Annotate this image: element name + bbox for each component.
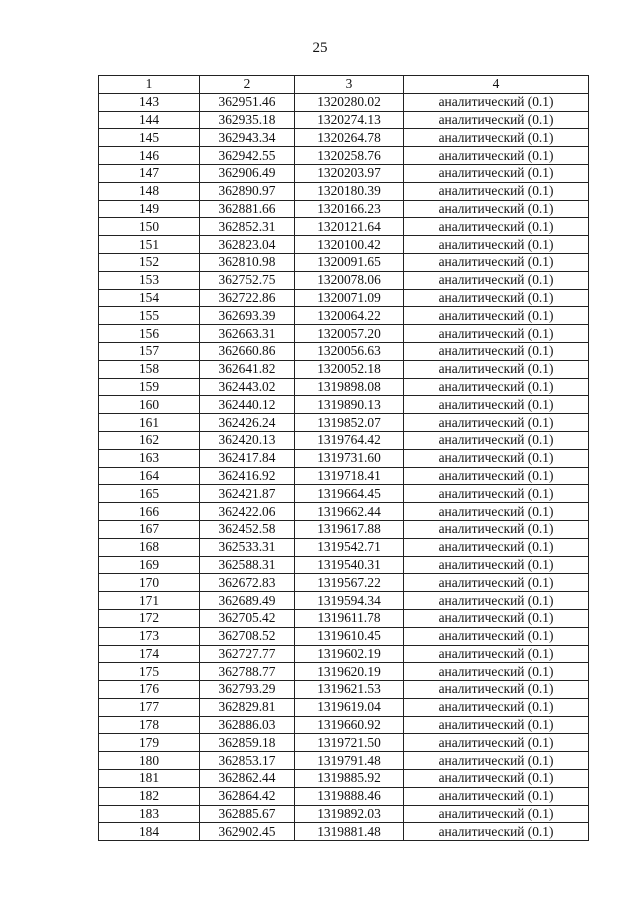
method-cell: аналитический (0.1) <box>404 503 589 521</box>
x-coordinate-cell: 362422.06 <box>200 503 295 521</box>
point-number-cell: 182 <box>99 787 200 805</box>
point-number-cell: 162 <box>99 431 200 449</box>
point-number-cell: 173 <box>99 627 200 645</box>
point-number-cell: 170 <box>99 574 200 592</box>
method-cell: аналитический (0.1) <box>404 378 589 396</box>
y-coordinate-cell: 1320071.09 <box>295 289 404 307</box>
point-number-cell: 144 <box>99 111 200 129</box>
y-coordinate-cell: 1319892.03 <box>295 805 404 823</box>
y-coordinate-cell: 1319888.46 <box>295 787 404 805</box>
x-coordinate-cell: 362902.45 <box>200 823 295 841</box>
table-row <box>99 307 589 325</box>
method-cell: аналитический (0.1) <box>404 129 589 147</box>
method-cell: аналитический (0.1) <box>404 307 589 325</box>
table-row <box>99 360 589 378</box>
table-row <box>99 129 589 147</box>
method-cell: аналитический (0.1) <box>404 200 589 218</box>
y-coordinate-cell: 1320052.18 <box>295 360 404 378</box>
x-coordinate-cell: 362864.42 <box>200 787 295 805</box>
method-cell: аналитический (0.1) <box>404 93 589 111</box>
x-coordinate-cell: 362823.04 <box>200 236 295 254</box>
table-row <box>99 164 589 182</box>
table-row <box>99 467 589 485</box>
point-number-cell: 148 <box>99 182 200 200</box>
point-number-cell: 163 <box>99 449 200 467</box>
point-number-cell: 159 <box>99 378 200 396</box>
x-coordinate-cell: 362663.31 <box>200 325 295 343</box>
method-cell: аналитический (0.1) <box>404 218 589 236</box>
method-cell: аналитический (0.1) <box>404 734 589 752</box>
x-coordinate-cell: 362943.34 <box>200 129 295 147</box>
point-number-cell: 151 <box>99 236 200 254</box>
y-coordinate-cell: 1319617.88 <box>295 520 404 538</box>
x-coordinate-cell: 362951.46 <box>200 93 295 111</box>
point-number-cell: 147 <box>99 164 200 182</box>
method-cell: аналитический (0.1) <box>404 592 589 610</box>
table-row <box>99 218 589 236</box>
point-number-cell: 156 <box>99 325 200 343</box>
y-coordinate-cell: 1319621.53 <box>295 681 404 699</box>
y-coordinate-cell: 1320056.63 <box>295 342 404 360</box>
point-number-cell: 180 <box>99 752 200 770</box>
table-row <box>99 414 589 432</box>
table-row <box>99 485 589 503</box>
column-header: 2 <box>200 76 295 94</box>
point-number-cell: 153 <box>99 271 200 289</box>
method-cell: аналитический (0.1) <box>404 698 589 716</box>
y-coordinate-cell: 1320064.22 <box>295 307 404 325</box>
x-coordinate-cell: 362852.31 <box>200 218 295 236</box>
method-cell: аналитический (0.1) <box>404 805 589 823</box>
point-number-cell: 171 <box>99 592 200 610</box>
point-number-cell: 145 <box>99 129 200 147</box>
point-number-cell: 164 <box>99 467 200 485</box>
x-coordinate-cell: 362862.44 <box>200 770 295 788</box>
method-cell: аналитический (0.1) <box>404 823 589 841</box>
y-coordinate-cell: 1319602.19 <box>295 645 404 663</box>
y-coordinate-cell: 1319718.41 <box>295 467 404 485</box>
method-cell: аналитический (0.1) <box>404 520 589 538</box>
method-cell: аналитический (0.1) <box>404 538 589 556</box>
x-coordinate-cell: 362641.82 <box>200 360 295 378</box>
y-coordinate-cell: 1319885.92 <box>295 770 404 788</box>
point-number-cell: 172 <box>99 609 200 627</box>
x-coordinate-cell: 362660.86 <box>200 342 295 360</box>
y-coordinate-cell: 1319660.92 <box>295 716 404 734</box>
column-header: 3 <box>295 76 404 94</box>
y-coordinate-cell: 1320280.02 <box>295 93 404 111</box>
table-row <box>99 200 589 218</box>
y-coordinate-cell: 1319731.60 <box>295 449 404 467</box>
x-coordinate-cell: 362693.39 <box>200 307 295 325</box>
method-cell: аналитический (0.1) <box>404 414 589 432</box>
table-row <box>99 503 589 521</box>
point-number-cell: 152 <box>99 253 200 271</box>
table-row <box>99 538 589 556</box>
point-number-cell: 160 <box>99 396 200 414</box>
table-row <box>99 752 589 770</box>
point-number-cell: 155 <box>99 307 200 325</box>
x-coordinate-cell: 362533.31 <box>200 538 295 556</box>
method-cell: аналитический (0.1) <box>404 716 589 734</box>
x-coordinate-cell: 362440.12 <box>200 396 295 414</box>
table-row <box>99 716 589 734</box>
x-coordinate-cell: 362452.58 <box>200 520 295 538</box>
point-number-cell: 177 <box>99 698 200 716</box>
table-row <box>99 147 589 165</box>
table-row <box>99 271 589 289</box>
y-coordinate-cell: 1319611.78 <box>295 609 404 627</box>
method-cell: аналитический (0.1) <box>404 431 589 449</box>
method-cell: аналитический (0.1) <box>404 164 589 182</box>
table-row <box>99 289 589 307</box>
method-cell: аналитический (0.1) <box>404 360 589 378</box>
point-number-cell: 174 <box>99 645 200 663</box>
method-cell: аналитический (0.1) <box>404 111 589 129</box>
y-coordinate-cell: 1319764.42 <box>295 431 404 449</box>
y-coordinate-cell: 1320203.97 <box>295 164 404 182</box>
x-coordinate-cell: 362788.77 <box>200 663 295 681</box>
method-cell: аналитический (0.1) <box>404 787 589 805</box>
method-cell: аналитический (0.1) <box>404 147 589 165</box>
table-row <box>99 182 589 200</box>
table-row <box>99 325 589 343</box>
x-coordinate-cell: 362689.49 <box>200 592 295 610</box>
method-cell: аналитический (0.1) <box>404 485 589 503</box>
point-number-cell: 143 <box>99 93 200 111</box>
x-coordinate-cell: 362859.18 <box>200 734 295 752</box>
column-header: 4 <box>404 76 589 94</box>
method-cell: аналитический (0.1) <box>404 645 589 663</box>
x-coordinate-cell: 362672.83 <box>200 574 295 592</box>
y-coordinate-cell: 1320100.42 <box>295 236 404 254</box>
x-coordinate-cell: 362890.97 <box>200 182 295 200</box>
method-cell: аналитический (0.1) <box>404 236 589 254</box>
method-cell: аналитический (0.1) <box>404 289 589 307</box>
table-row <box>99 787 589 805</box>
table-row <box>99 823 589 841</box>
method-cell: аналитический (0.1) <box>404 752 589 770</box>
method-cell: аналитический (0.1) <box>404 396 589 414</box>
table-row <box>99 770 589 788</box>
method-cell: аналитический (0.1) <box>404 663 589 681</box>
x-coordinate-cell: 362708.52 <box>200 627 295 645</box>
y-coordinate-cell: 1320091.65 <box>295 253 404 271</box>
point-number-cell: 168 <box>99 538 200 556</box>
point-number-cell: 149 <box>99 200 200 218</box>
table-row <box>99 253 589 271</box>
method-cell: аналитический (0.1) <box>404 556 589 574</box>
table-row <box>99 734 589 752</box>
y-coordinate-cell: 1320264.78 <box>295 129 404 147</box>
x-coordinate-cell: 362426.24 <box>200 414 295 432</box>
method-cell: аналитический (0.1) <box>404 467 589 485</box>
table-row <box>99 681 589 699</box>
table-row <box>99 378 589 396</box>
y-coordinate-cell: 1319662.44 <box>295 503 404 521</box>
y-coordinate-cell: 1319567.22 <box>295 574 404 592</box>
y-coordinate-cell: 1320258.76 <box>295 147 404 165</box>
point-number-cell: 183 <box>99 805 200 823</box>
table-body <box>99 93 589 840</box>
point-number-cell: 157 <box>99 342 200 360</box>
x-coordinate-cell: 362881.66 <box>200 200 295 218</box>
method-cell: аналитический (0.1) <box>404 449 589 467</box>
point-number-cell: 158 <box>99 360 200 378</box>
x-coordinate-cell: 362588.31 <box>200 556 295 574</box>
point-number-cell: 179 <box>99 734 200 752</box>
table-row <box>99 698 589 716</box>
table-row <box>99 111 589 129</box>
x-coordinate-cell: 362935.18 <box>200 111 295 129</box>
table-row <box>99 342 589 360</box>
x-coordinate-cell: 362886.03 <box>200 716 295 734</box>
point-number-cell: 165 <box>99 485 200 503</box>
page-number: 25 <box>312 40 328 56</box>
y-coordinate-cell: 1319664.45 <box>295 485 404 503</box>
x-coordinate-cell: 362705.42 <box>200 609 295 627</box>
method-cell: аналитический (0.1) <box>404 770 589 788</box>
y-coordinate-cell: 1319542.71 <box>295 538 404 556</box>
y-coordinate-cell: 1319594.34 <box>295 592 404 610</box>
point-number-cell: 178 <box>99 716 200 734</box>
y-coordinate-cell: 1319620.19 <box>295 663 404 681</box>
method-cell: аналитический (0.1) <box>404 325 589 343</box>
method-cell: аналитический (0.1) <box>404 609 589 627</box>
y-coordinate-cell: 1319610.45 <box>295 627 404 645</box>
y-coordinate-cell: 1320274.13 <box>295 111 404 129</box>
y-coordinate-cell: 1320180.39 <box>295 182 404 200</box>
point-number-cell: 167 <box>99 520 200 538</box>
y-coordinate-cell: 1319898.08 <box>295 378 404 396</box>
table-row <box>99 396 589 414</box>
y-coordinate-cell: 1319721.50 <box>295 734 404 752</box>
x-coordinate-cell: 362443.02 <box>200 378 295 396</box>
method-cell: аналитический (0.1) <box>404 627 589 645</box>
table-row <box>99 627 589 645</box>
point-number-cell: 146 <box>99 147 200 165</box>
x-coordinate-cell: 362942.55 <box>200 147 295 165</box>
x-coordinate-cell: 362752.75 <box>200 271 295 289</box>
y-coordinate-cell: 1320166.23 <box>295 200 404 218</box>
y-coordinate-cell: 1320078.06 <box>295 271 404 289</box>
y-coordinate-cell: 1320121.64 <box>295 218 404 236</box>
method-cell: аналитический (0.1) <box>404 253 589 271</box>
x-coordinate-cell: 362793.29 <box>200 681 295 699</box>
table-row <box>99 805 589 823</box>
method-cell: аналитический (0.1) <box>404 182 589 200</box>
x-coordinate-cell: 362906.49 <box>200 164 295 182</box>
column-header: 1 <box>99 76 200 94</box>
y-coordinate-cell: 1319881.48 <box>295 823 404 841</box>
table-row <box>99 609 589 627</box>
x-coordinate-cell: 362810.98 <box>200 253 295 271</box>
table-header-row <box>99 76 589 94</box>
point-number-cell: 175 <box>99 663 200 681</box>
table-row <box>99 236 589 254</box>
point-number-cell: 154 <box>99 289 200 307</box>
table-row <box>99 93 589 111</box>
x-coordinate-cell: 362727.77 <box>200 645 295 663</box>
table-row <box>99 520 589 538</box>
y-coordinate-cell: 1319540.31 <box>295 556 404 574</box>
x-coordinate-cell: 362853.17 <box>200 752 295 770</box>
method-cell: аналитический (0.1) <box>404 271 589 289</box>
point-number-cell: 166 <box>99 503 200 521</box>
x-coordinate-cell: 362885.67 <box>200 805 295 823</box>
table-row <box>99 556 589 574</box>
x-coordinate-cell: 362829.81 <box>200 698 295 716</box>
point-number-cell: 161 <box>99 414 200 432</box>
table-row <box>99 574 589 592</box>
method-cell: аналитический (0.1) <box>404 342 589 360</box>
y-coordinate-cell: 1319852.07 <box>295 414 404 432</box>
point-number-cell: 169 <box>99 556 200 574</box>
table-row <box>99 431 589 449</box>
point-number-cell: 150 <box>99 218 200 236</box>
point-number-cell: 176 <box>99 681 200 699</box>
table-row <box>99 592 589 610</box>
method-cell: аналитический (0.1) <box>404 681 589 699</box>
x-coordinate-cell: 362417.84 <box>200 449 295 467</box>
point-number-cell: 184 <box>99 823 200 841</box>
table-row <box>99 449 589 467</box>
x-coordinate-cell: 362421.87 <box>200 485 295 503</box>
y-coordinate-cell: 1319791.48 <box>295 752 404 770</box>
y-coordinate-cell: 1319619.04 <box>295 698 404 716</box>
point-number-cell: 181 <box>99 770 200 788</box>
coordinates-table <box>98 75 589 841</box>
x-coordinate-cell: 362416.92 <box>200 467 295 485</box>
x-coordinate-cell: 362420.13 <box>200 431 295 449</box>
method-cell: аналитический (0.1) <box>404 574 589 592</box>
y-coordinate-cell: 1320057.20 <box>295 325 404 343</box>
x-coordinate-cell: 362722.86 <box>200 289 295 307</box>
table-row <box>99 663 589 681</box>
table-row <box>99 645 589 663</box>
y-coordinate-cell: 1319890.13 <box>295 396 404 414</box>
